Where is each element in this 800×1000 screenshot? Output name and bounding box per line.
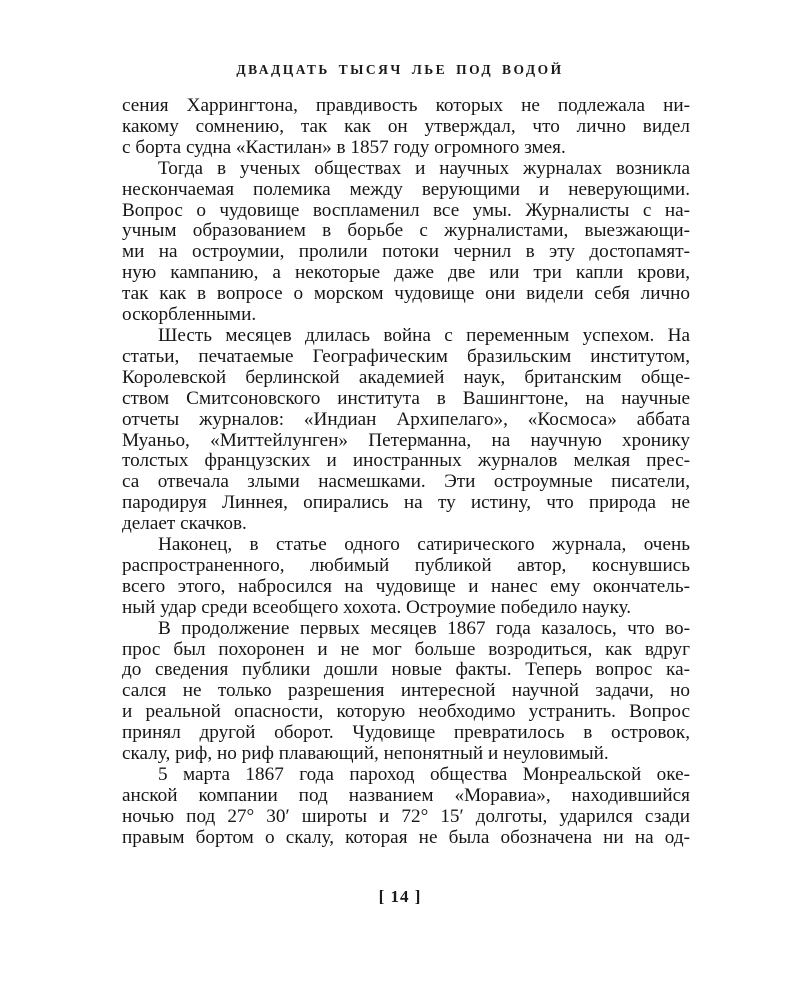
- text-line: принял другой оборот. Чудовище превратилось в островок,: [122, 722, 690, 744]
- text-line: какому сомнению, так как он утверждал, что лично видел: [122, 115, 690, 137]
- body-text: [122, 96, 690, 849]
- text-line: 5 марта 1867 года пароход общества Монреальской оке-: [158, 764, 690, 785]
- text-line: делает скачков.: [122, 513, 247, 535]
- text-line: прос был похоронен и не мог больше возродиться, как вдруг: [122, 638, 690, 660]
- text-line: ную кампанию, а некоторые даже две или три капли крови,: [122, 262, 690, 284]
- text-line: оскорбленными.: [122, 304, 257, 326]
- text-line: толстых французских и иностранных журналов мелкая прес-: [122, 450, 690, 472]
- text-line: ми на остроумии, пролили потоки чернил в эту достопамят-: [122, 241, 690, 263]
- text-line: правым бортом о скалу, которая не была обозначена ни на од-: [122, 826, 690, 848]
- text-line: анской компании под названием «Моравиа», находившийся: [122, 784, 690, 806]
- text-line: Королевской берлинской академией наук, британским обще-: [122, 366, 690, 388]
- text-line: сался не только разрешения интересной научной задачи, но: [122, 680, 690, 702]
- text-line: Вопрос о чудовище воспламенил все умы. Журналисты с на-: [122, 199, 690, 221]
- text-line: статьи, печатаемые Географическим бразильским институтом,: [122, 345, 690, 367]
- text-line: до сведения публики дошли новые факты. Теперь вопрос ка-: [122, 659, 690, 681]
- page-number: [ 14 ]: [378, 887, 422, 906]
- text-line: и реальной опасности, которую необходимо устранить. Вопрос: [122, 701, 690, 723]
- text-line: с борта судна «Кастилан» в 1857 году огромного змея.: [122, 136, 566, 158]
- text-line: пародируя Линнея, опирались на ту истину, что природа не: [122, 492, 690, 514]
- text-line: так как в вопросе о морском чудовище они видели себя лично: [122, 283, 690, 305]
- text-line: ством Смитсоновского института в Вашингтоне, на научные: [122, 387, 690, 409]
- text-line: сения Харрингтона, правдивость которых не подлежала ни-: [122, 95, 690, 116]
- text-line: учным образованием в борьбе с журналистами, выезжающи-: [122, 220, 690, 242]
- text-line: Муаньо, «Миттейлунген» Петерманна, на научную хронику: [122, 429, 690, 451]
- text-line: Наконец, в статье одного сатирического журнала, очень: [158, 534, 690, 556]
- text-line: отчеты журналов: «Индиан Архипелаго», «Космоса» аббата: [122, 408, 690, 430]
- text-line: ночью под 27° 30′ широты и 72° 15′ долготы, ударился сзади: [122, 805, 690, 827]
- text-line: скалу, риф, но риф плавающий, непонятный и неуловимый.: [122, 743, 609, 765]
- text-line: В продолжение первых месяцев 1867 года казалось, что во-: [158, 617, 690, 639]
- text-line: ный удар среди всеобщего хохота. Остроумие победило науку.: [122, 596, 632, 618]
- running-head: ДВАДЦАТЬ ТЫСЯЧ ЛЬЕ ПОД ВОДОЙ: [236, 62, 564, 77]
- text-line: са отвечала злыми насмешками. Эти остроумные писатели,: [122, 471, 690, 493]
- text-line: распространенного, любимый публикой автор, коснувшись: [122, 554, 690, 576]
- text-line: Шесть месяцев длилась война с переменным успехом. На: [158, 324, 690, 346]
- text-line: нескончаемая полемика между верующими и неверующими.: [122, 178, 690, 200]
- text-line: Тогда в ученых обществах и научных журналах возникла: [158, 157, 690, 179]
- text-line: всего этого, набросился на чудовище и нанес ему окончатель-: [122, 575, 690, 597]
